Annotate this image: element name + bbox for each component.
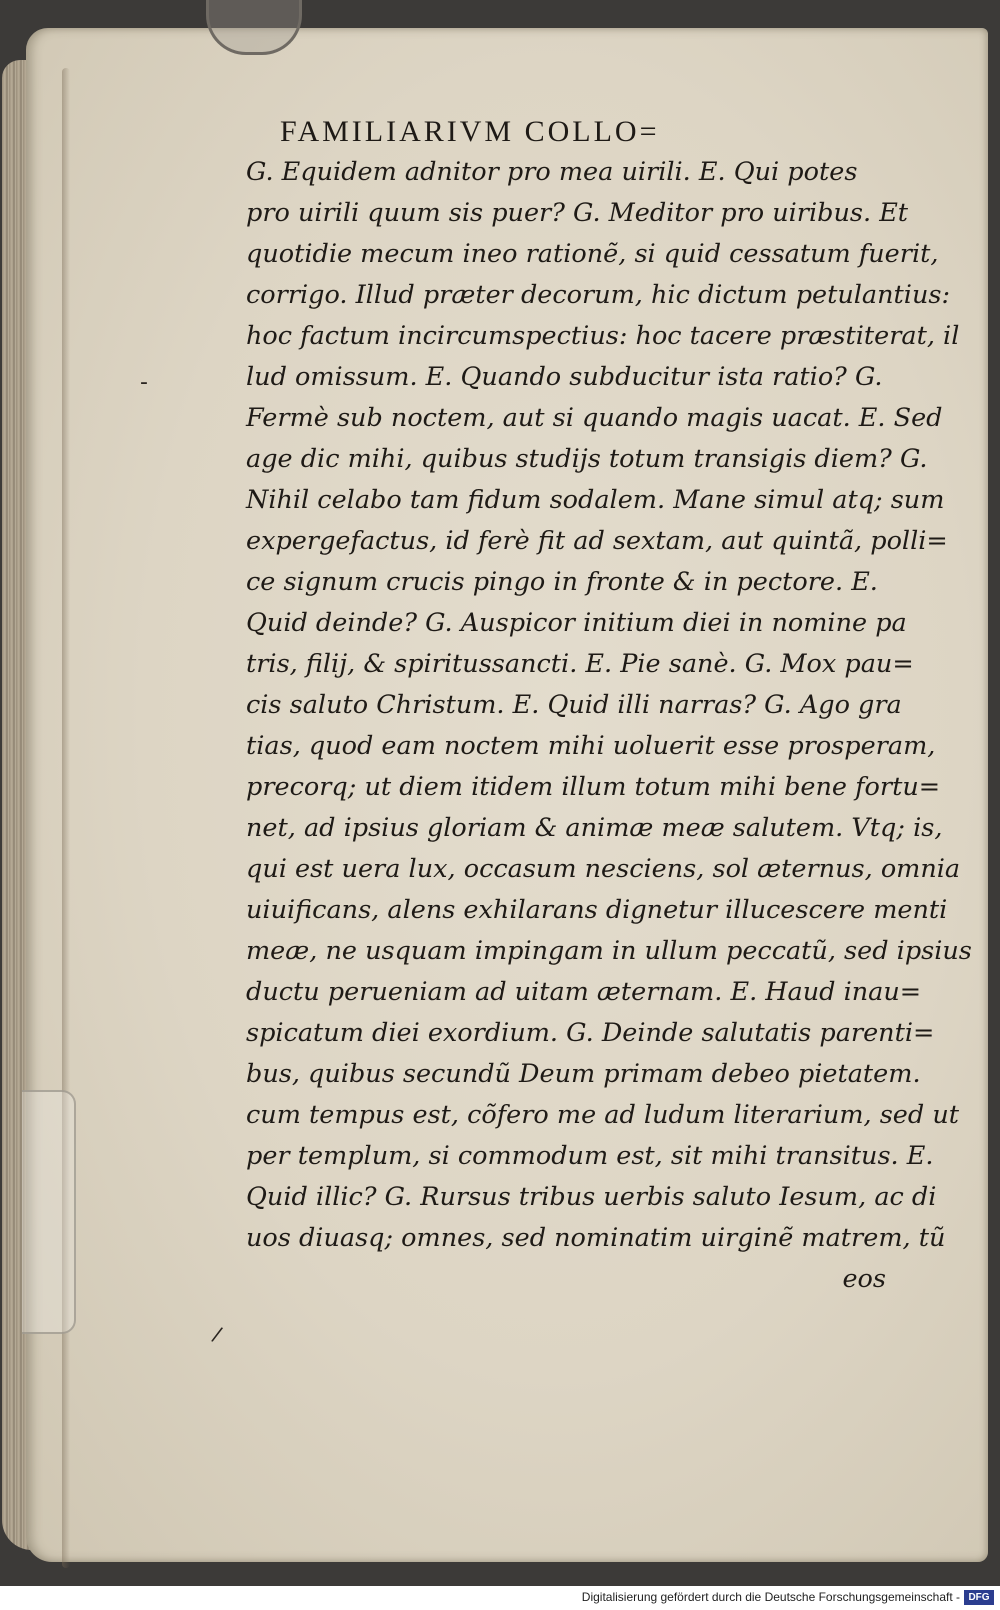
text-line: pro uirili quum sis puer? G. Meditor pro uiribus. Et xyxy=(246,198,909,228)
margin-dash-mark: - xyxy=(140,370,148,395)
catchword: eos xyxy=(842,1264,886,1294)
text-line: precorq; ut diem itidem illum totum mihi bene fortu= xyxy=(246,772,941,802)
margin-tick-mark: / xyxy=(210,1321,225,1347)
gutter-shadow xyxy=(62,68,70,1568)
text-line: tris, filij, & spiritussancti. E. Pie sanè. G. Mox pau= xyxy=(246,649,914,679)
text-line: qui est uera lux, occasum nesciens, sol æternus, omnia xyxy=(246,854,961,884)
text-line: meæ, ne usquam impingam in ullum peccatũ, sed ipsius xyxy=(246,936,972,966)
footer-credit: Digitalisierung gefördert durch die Deutsche Forschungsgemeinschaft - xyxy=(581,1590,960,1604)
text-line: quotidie mecum ineo rationẽ, si quid cessatum fuerit, xyxy=(246,239,939,269)
text-line: age dic mihi, quibus studijs totum transigis diem? G. xyxy=(246,444,928,474)
text-line: cum tempus est, cõfero me ad ludum literarium, sed ut xyxy=(246,1100,959,1130)
text-line: tias, quod eam noctem mihi uoluerit esse prosperam, xyxy=(246,731,936,761)
text-line: net, ad ipsius gloriam & animæ meæ salutem. Vtq; is, xyxy=(246,813,943,843)
text-line: corrigo. Illud præter decorum, hic dictum petulantius: xyxy=(246,280,951,310)
text-line: Fermè sub noctem, aut si quando magis uacat. E. Sed xyxy=(246,403,943,433)
text-line: cis saluto Christum. E. Quid illi narras? G. Ago gra xyxy=(246,690,902,720)
text-line: uos diuasq; omnes, sed nominatim uirginẽ matrem, tũ xyxy=(246,1223,946,1253)
text-line: hoc factum incircumspectius: hoc tacere præstiterat, il xyxy=(246,321,960,351)
text-line: ce signum crucis pingo in fronte & in pectore. E. xyxy=(246,567,878,597)
page-tab xyxy=(22,1090,76,1334)
text-line: Quid illic? G. Rursus tribus uerbis saluto Iesum, ac di xyxy=(246,1182,937,1212)
running-head: FAMILIARIVM COLLO= xyxy=(280,115,660,148)
text-line: per templum, si commodum est, sit mihi transitus. E. xyxy=(246,1141,934,1171)
text-line: spicatum diei exordium. G. Deinde salutatis parenti= xyxy=(246,1018,935,1048)
text-line: lud omissum. E. Quando subducitur ista ratio? G. xyxy=(246,362,883,392)
text-line: expergefactus, id ferè fit ad sextam, aut quintã, polli= xyxy=(246,526,948,556)
dfg-logo-icon: DFG xyxy=(964,1590,994,1605)
text-line: Quid deinde? G. Auspicor initium diei in nomine pa xyxy=(246,608,907,638)
text-line: bus, quibus secundũ Deum primam debeo pietatem. xyxy=(246,1059,921,1089)
text-line: uiuificans, alens exhilarans dignetur illucescere menti xyxy=(246,895,948,925)
text-line: Nihil celabo tam fidum sodalem. Mane simul atq; sum xyxy=(246,485,945,515)
text-line: G. Equidem adnitor pro mea uirili. E. Qui potes xyxy=(246,157,858,187)
text-block xyxy=(246,112,972,1300)
text-line: ductu perueniam ad uitam æternam. E. Haud inau= xyxy=(246,977,922,1007)
digitization-footer xyxy=(0,1586,1000,1610)
